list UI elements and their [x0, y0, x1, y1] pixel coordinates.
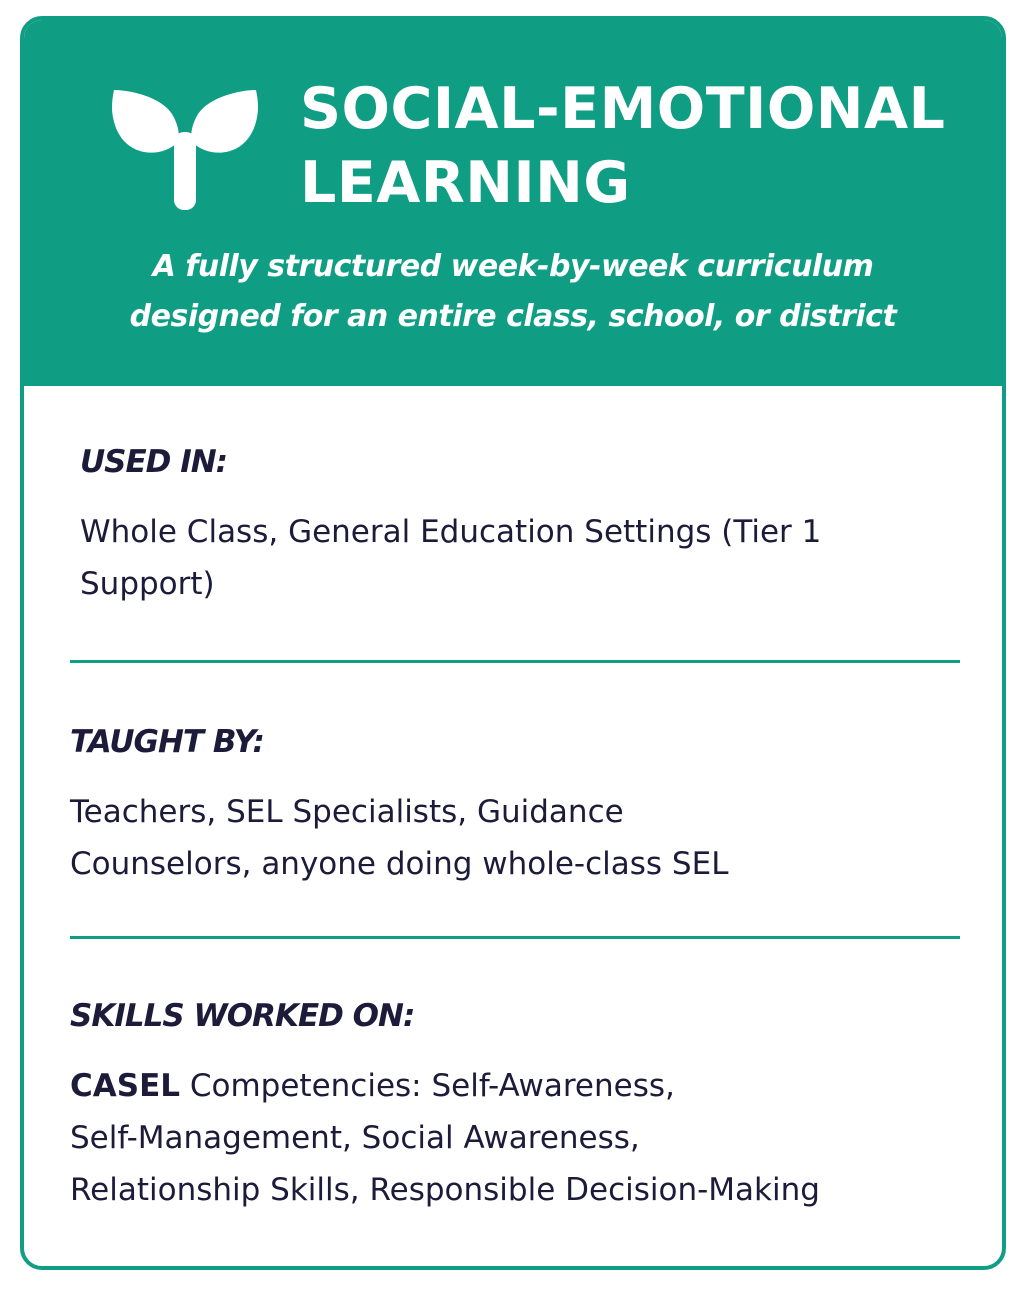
- skills-line-2: Self-Management, Social Awareness,: [70, 1120, 640, 1156]
- page-title: [300, 72, 945, 220]
- taught-by-line-2: Counselors, anyone doing whole-class SEL: [70, 846, 729, 882]
- title-line-1: SOCIAL-EMOTIONAL: [300, 76, 946, 142]
- taught-by-body: [70, 786, 728, 890]
- casel-label: CASEL: [70, 1068, 180, 1104]
- section-used-in: [80, 442, 821, 610]
- subtitle-line-1: A fully structured week-by-week curriculum: [152, 249, 874, 284]
- used-in-body: [80, 506, 821, 610]
- divider-1: [70, 660, 960, 663]
- used-in-line-2: Support): [80, 566, 215, 602]
- skills-body: [70, 1060, 820, 1216]
- subtitle: [24, 242, 1002, 342]
- skills-line-3: Relationship Skills, Responsible Decision-Making: [70, 1172, 820, 1208]
- section-taught-by: [70, 722, 728, 890]
- card-header: [24, 20, 1002, 386]
- skills-line-1-rest: Competencies: Self-Awareness,: [180, 1068, 675, 1104]
- used-in-line-1: Whole Class, General Education Settings (Tier 1: [80, 514, 822, 550]
- used-in-heading: USED IN:: [80, 444, 228, 480]
- divider-2: [70, 936, 960, 939]
- taught-by-line-1: Teachers, SEL Specialists, Guidance: [70, 794, 624, 830]
- section-skills: [70, 996, 820, 1216]
- taught-by-heading: TAUGHT BY:: [70, 724, 264, 760]
- sprout-icon: [110, 80, 260, 210]
- skills-heading: SKILLS WORKED ON:: [70, 998, 415, 1034]
- sel-info-card: [20, 16, 1006, 1270]
- subtitle-line-2: designed for an entire class, school, or district: [129, 299, 897, 334]
- skills-line-1: [70, 1060, 820, 1112]
- title-line-2: LEARNING: [300, 150, 631, 216]
